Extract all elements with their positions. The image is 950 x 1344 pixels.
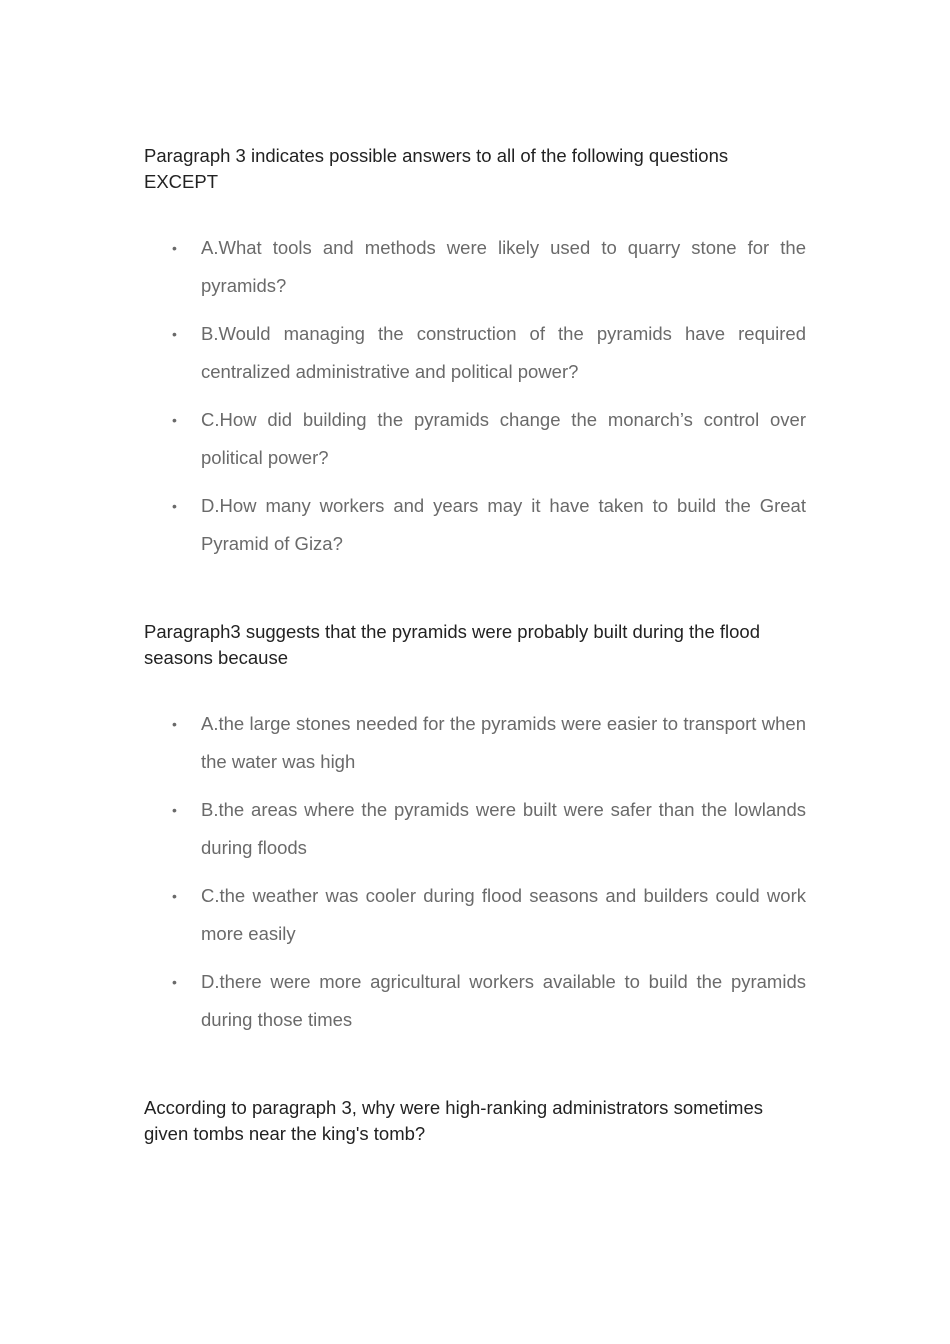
answer-options <box>144 229 806 563</box>
answer-option-text: C.the weather was cooler during flood seasons and builders could work more easily <box>201 885 806 944</box>
bullet-icon: • <box>172 498 177 514</box>
document-page <box>144 143 806 1147</box>
bullet-icon: • <box>172 888 177 904</box>
bullet-icon: • <box>172 326 177 342</box>
answer-option-b <box>144 315 806 391</box>
question-prompt: Paragraph 3 indicates possible answers to all of the following questions EXCEPT <box>144 145 729 192</box>
question-block-3 <box>144 1095 806 1147</box>
bullet-icon: • <box>172 802 177 818</box>
answer-option-c <box>144 877 806 953</box>
answer-option-b <box>144 791 806 867</box>
answer-option-d <box>144 963 806 1039</box>
bullet-icon: • <box>172 716 177 732</box>
answer-option-text: A.the large stones needed for the pyramids were easier to transport when the water was high <box>201 713 806 772</box>
answer-option-text: A.What tools and methods were likely used to quarry stone for the pyramids? <box>201 237 806 296</box>
answer-option-c <box>144 401 806 477</box>
question-prompt: According to paragraph 3, why were high-ranking administrators sometimes given tombs near the king's tomb? <box>144 1097 764 1144</box>
answer-option-a <box>144 705 806 781</box>
answer-option-text: C.How did building the pyramids change the monarch’s control over political power? <box>201 409 806 468</box>
answer-options <box>144 705 806 1039</box>
answer-option-d <box>144 487 806 563</box>
question-block-1 <box>144 143 806 563</box>
answer-option-text: D.there were more agricultural workers available to build the pyramids during those times <box>201 971 806 1030</box>
bullet-icon: • <box>172 412 177 428</box>
question-prompt: Paragraph3 suggests that the pyramids were probably built during the flood seasons because <box>144 621 761 668</box>
bullet-icon: • <box>172 974 177 990</box>
answer-option-text: D.How many workers and years may it have taken to build the Great Pyramid of Giza? <box>201 495 806 554</box>
answer-option-text: B.the areas where the pyramids were built were safer than the lowlands during floods <box>201 799 806 858</box>
answer-option-a <box>144 229 806 305</box>
question-block-2 <box>144 619 806 1039</box>
bullet-icon: • <box>172 240 177 256</box>
answer-option-text: B.Would managing the construction of the pyramids have required centralized administrative and political power? <box>201 323 806 382</box>
